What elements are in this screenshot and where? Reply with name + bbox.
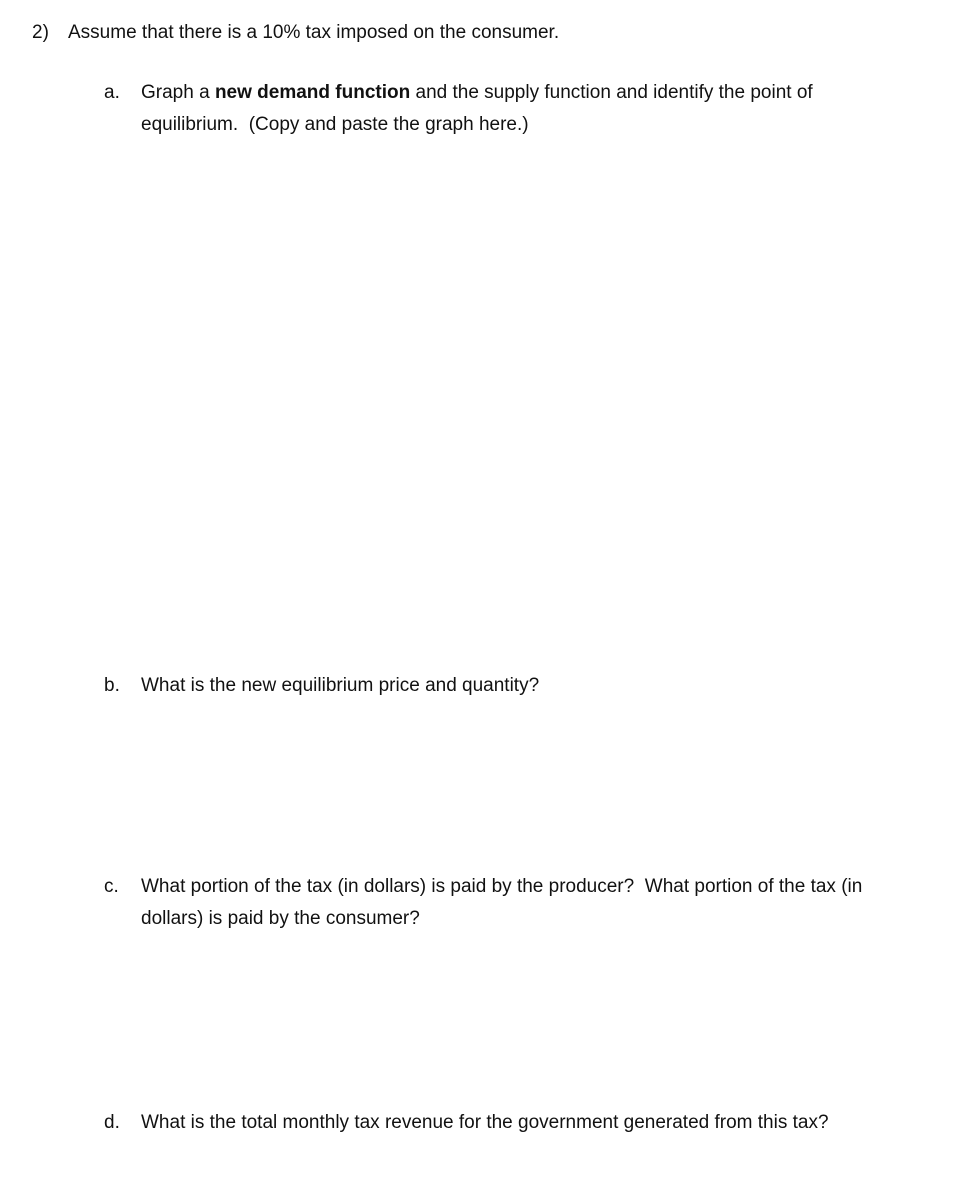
part-b-label: b. xyxy=(104,675,120,696)
part-b-answer-space[interactable] xyxy=(141,710,921,850)
part-b-text: What is the new equilibrium price and quantity? xyxy=(141,675,540,696)
part-c-answer-space[interactable] xyxy=(141,945,921,1085)
part-c-line2: dollars) is paid by the consumer? xyxy=(141,908,420,929)
part-d-text: What is the total monthly tax revenue for the government generated from this tax? xyxy=(141,1112,829,1133)
part-c-label: c. xyxy=(104,876,119,897)
part-a-text-before: Graph a xyxy=(141,82,215,103)
graph-answer-space[interactable] xyxy=(141,150,921,650)
part-d-label: d. xyxy=(104,1112,120,1133)
part-a-line1 xyxy=(141,77,813,109)
part-c-line1: What portion of the tax (in dollars) is paid by the producer? What portion of the tax (in xyxy=(141,876,863,897)
part-a-text-after: and the supply function and identify the point of xyxy=(410,82,813,103)
question-prompt: Assume that there is a 10% tax imposed on the consumer. xyxy=(68,22,560,43)
part-a-text-bold: new demand function xyxy=(214,82,411,103)
part-a-label: a. xyxy=(104,82,120,103)
question-number: 2) xyxy=(32,22,49,43)
part-a-line2: equilibrium. (Copy and paste the graph here.) xyxy=(141,114,529,135)
